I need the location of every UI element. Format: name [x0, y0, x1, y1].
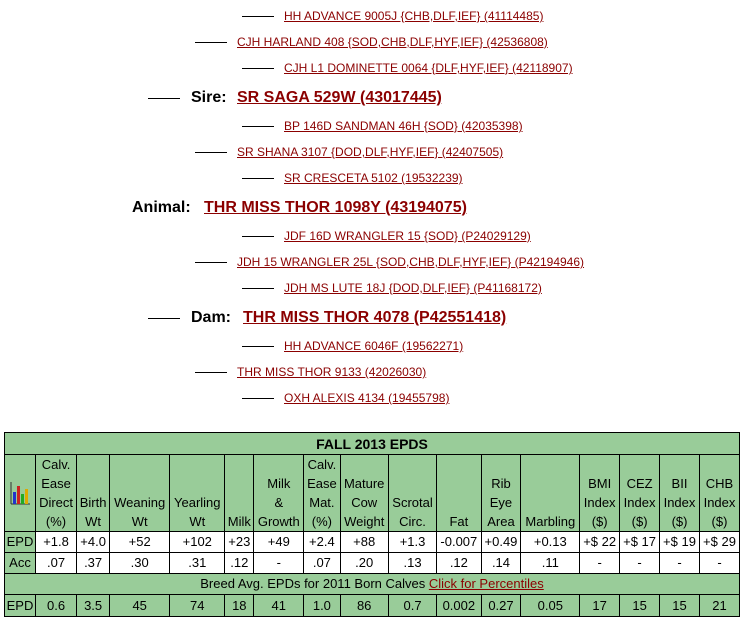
- header-line: (%): [311, 514, 332, 529]
- header-line: BMI: [588, 476, 612, 491]
- connector-line: [242, 346, 274, 347]
- header-line: Marbling: [525, 514, 576, 529]
- header-line: Mat.: [309, 495, 335, 510]
- epd-value-cell: +4.0: [77, 532, 110, 553]
- acc-value-cell: .12: [437, 553, 481, 574]
- connector-line: [148, 98, 180, 99]
- epd-column-header: [481, 455, 521, 532]
- acc-value-cell: .13: [388, 553, 436, 574]
- epd-value-cell: +2.4: [304, 532, 340, 553]
- header-line: ($): [671, 514, 688, 529]
- epd-row-label: EPD: [5, 532, 36, 553]
- epd-value-cell: +$ 17: [620, 532, 660, 553]
- acc-values-row: [5, 553, 740, 574]
- link-sire-sire[interactable]: CJH HARLAND 408 {SOD,CHB,DLF,HYF,IEF} (42536808): [237, 35, 548, 49]
- acc-value-cell: .07: [36, 553, 77, 574]
- connector-line: [242, 68, 274, 69]
- header-line: ($): [631, 514, 648, 529]
- connector-line: [242, 178, 274, 179]
- epd-column-header: [660, 455, 700, 532]
- epd-column-header: [254, 455, 304, 532]
- breed-avg-cell: 86: [340, 595, 388, 617]
- epd-table: [4, 432, 740, 617]
- header-line: (%): [45, 514, 67, 529]
- header-line: Weaning: [114, 495, 166, 510]
- connector-line: [242, 126, 274, 127]
- breed-avg-cell: 1.0: [304, 595, 340, 617]
- acc-value-cell: .20: [340, 553, 388, 574]
- link-dam-sire-sire[interactable]: JDF 16D WRANGLER 15 {SOD} (P24029129): [284, 229, 531, 243]
- acc-value-cell: -: [699, 553, 739, 574]
- animal-label: Animal:: [132, 199, 191, 216]
- header-line: Mature: [343, 476, 385, 491]
- epd-value-cell: +$ 19: [660, 532, 700, 553]
- header-line: Index: [703, 495, 736, 510]
- breed-avg-cell: 0.7: [388, 595, 436, 617]
- epd-value-cell: +1.3: [388, 532, 436, 553]
- header-line: Ease: [307, 476, 337, 491]
- sire-label: Sire:: [191, 89, 227, 106]
- header-line: Scrotal: [392, 495, 433, 510]
- link-sire-sire-sire[interactable]: HH ADVANCE 9005J {CHB,DLF,IEF} (41114485): [284, 9, 544, 23]
- connector-line: [242, 236, 274, 237]
- epd-column-header: [304, 455, 340, 532]
- header-line: Yearling: [174, 495, 221, 510]
- acc-value-cell: .12: [225, 553, 254, 574]
- link-animal[interactable]: THR MISS THOR 1098Y (43194075): [204, 199, 467, 216]
- breed-avg-cell: 0.05: [521, 595, 580, 617]
- breed-avg-cell: 0.27: [481, 595, 521, 617]
- breed-avg-cell: 41: [254, 595, 304, 617]
- link-dam-sire-dam[interactable]: JDH MS LUTE 18J {DOD,DLF,IEF} (P41168172): [284, 281, 542, 295]
- header-line: Circ.: [399, 514, 426, 529]
- epd-value-cell: +88: [340, 532, 388, 553]
- breed-avg-cell: 45: [110, 595, 170, 617]
- link-dam-dam-dam[interactable]: OXH ALEXIS 4134 (19455798): [284, 391, 450, 405]
- acc-value-cell: .14: [481, 553, 521, 574]
- acc-value-cell: .31: [170, 553, 225, 574]
- header-line: Area: [487, 514, 515, 529]
- header-line: Calv.: [307, 457, 337, 472]
- epd-column-header: [36, 455, 77, 532]
- breed-avg-row: [5, 595, 740, 617]
- percentiles-link[interactable]: Click for Percentiles: [428, 576, 544, 591]
- link-sire-dam-sire[interactable]: BP 146D SANDMAN 46H {SOD} (42035398): [284, 119, 523, 133]
- connector-line: [242, 398, 274, 399]
- epd-value-cell: +$ 22: [580, 532, 620, 553]
- breed-avg-cell: 0.6: [36, 595, 77, 617]
- connector-line: [242, 16, 274, 17]
- header-line: Milk: [267, 476, 291, 491]
- epd-values-row: [5, 532, 740, 553]
- header-line: Wt: [85, 514, 102, 529]
- epd-column-header: [699, 455, 739, 532]
- header-line: &: [274, 495, 284, 510]
- link-dam-dam[interactable]: THR MISS THOR 9133 (42026030): [237, 365, 427, 379]
- breed-avg-cell: 15: [620, 595, 660, 617]
- breed-avg-cell: 0.002: [437, 595, 481, 617]
- header-line: ($): [591, 514, 608, 529]
- epd-column-header: [620, 455, 660, 532]
- breed-avg-text: Breed Avg. EPDs for 2011 Born Calves: [200, 576, 426, 591]
- breed-avg-cell: 21: [699, 595, 739, 617]
- epd-column-header: [110, 455, 170, 532]
- epd-column-header: [170, 455, 225, 532]
- acc-value-cell: -: [580, 553, 620, 574]
- epd-value-cell: +23: [225, 532, 254, 553]
- avg-row-label: EPD: [5, 595, 36, 617]
- epd-value-cell: +$ 29: [699, 532, 739, 553]
- link-dam[interactable]: THR MISS THOR 4078 (P42551418): [243, 309, 507, 326]
- link-sire-dam-dam[interactable]: SR CRESCETA 5102 (19532239): [284, 171, 463, 185]
- epd-column-header: [521, 455, 580, 532]
- link-sire-dam[interactable]: SR SHANA 3107 {DOD,DLF,HYF,IEF} (42407505): [237, 145, 504, 159]
- connector-line: [195, 372, 227, 373]
- breed-avg-note: [5, 574, 740, 595]
- bar-chart-icon[interactable]: [9, 480, 31, 506]
- header-line: Direct: [39, 495, 74, 510]
- chart-icon-cell[interactable]: [5, 455, 36, 532]
- connector-line: [148, 318, 180, 319]
- header-line: Index: [663, 495, 696, 510]
- header-line: Cow: [351, 495, 378, 510]
- dam-label: Dam:: [191, 309, 232, 326]
- header-line: Wt: [131, 514, 148, 529]
- header-line: Growth: [257, 514, 300, 529]
- header-line: Birth: [79, 495, 107, 510]
- connector-line: [195, 42, 227, 43]
- epd-value-cell: +52: [110, 532, 170, 553]
- breed-avg-cell: 18: [225, 595, 254, 617]
- epd-table-title: FALL 2013 EPDS: [5, 433, 740, 455]
- header-line: Wt: [189, 514, 206, 529]
- link-dam-sire[interactable]: JDH 15 WRANGLER 25L {SOD,CHB,DLF,HYF,IEF} (P42194946): [237, 255, 585, 269]
- header-line: CEZ: [626, 476, 653, 491]
- acc-value-cell: -: [254, 553, 304, 574]
- epd-column-header: [580, 455, 620, 532]
- epd-column-header: [340, 455, 388, 532]
- header-line: Ease: [41, 476, 71, 491]
- header-line: Index: [583, 495, 616, 510]
- breed-avg-cell: 3.5: [77, 595, 110, 617]
- header-line: Weight: [344, 514, 385, 529]
- header-line: BII: [671, 476, 688, 491]
- header-line: Index: [623, 495, 656, 510]
- epd-value-cell: +0.13: [521, 532, 580, 553]
- epd-column-header: [437, 455, 481, 532]
- epd-value-cell: +102: [170, 532, 225, 553]
- breed-avg-cell: 17: [580, 595, 620, 617]
- link-dam-dam-sire[interactable]: HH ADVANCE 6046F (19562271): [284, 339, 464, 353]
- header-line: Fat: [449, 514, 469, 529]
- acc-value-cell: .11: [521, 553, 580, 574]
- epd-value-cell: +0.49: [481, 532, 521, 553]
- epd-header-row: [5, 455, 740, 532]
- link-sire-sire-dam[interactable]: CJH L1 DOMINETTE 0064 {DLF,HYF,IEF} (42118907): [284, 61, 573, 75]
- epd-column-header: [388, 455, 436, 532]
- connector-line: [195, 262, 227, 263]
- breed-avg-cell: 74: [170, 595, 225, 617]
- acc-value-cell: -: [620, 553, 660, 574]
- header-line: ($): [711, 514, 728, 529]
- epd-column-header: [77, 455, 110, 532]
- epd-value-cell: +49: [254, 532, 304, 553]
- header-line: Rib: [491, 476, 511, 491]
- acc-value-cell: .07: [304, 553, 340, 574]
- epd-column-header: [225, 455, 254, 532]
- header-line: Milk: [227, 514, 251, 529]
- breed-avg-cell: 15: [660, 595, 700, 617]
- connector-line: [242, 288, 274, 289]
- link-sire[interactable]: SR SAGA 529W (43017445): [237, 89, 442, 106]
- acc-value-cell: .37: [77, 553, 110, 574]
- acc-value-cell: -: [660, 553, 700, 574]
- connector-line: [195, 152, 227, 153]
- header-line: Eye: [489, 495, 513, 510]
- acc-row-label: Acc: [5, 553, 36, 574]
- acc-value-cell: .30: [110, 553, 170, 574]
- epd-value-cell: -0.007: [437, 532, 481, 553]
- header-line: CHB: [705, 476, 734, 491]
- epd-value-cell: +1.8: [36, 532, 77, 553]
- header-line: Calv.: [41, 457, 71, 472]
